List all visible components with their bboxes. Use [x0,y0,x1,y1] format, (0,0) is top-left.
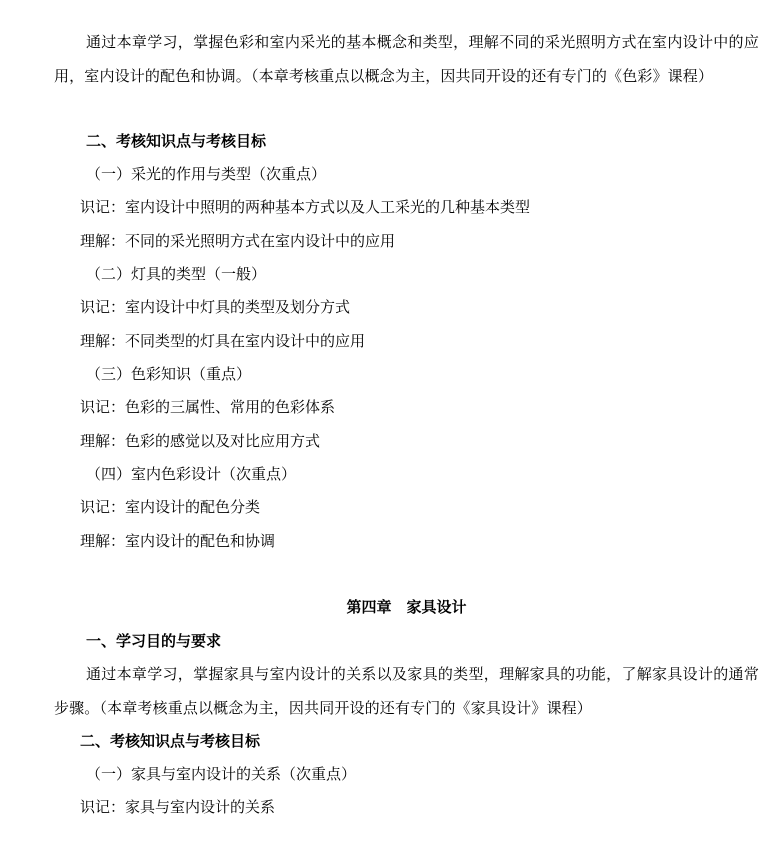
item-fixtures-title: （二）灯具的类型（一般） [86,265,267,283]
item-color-remember: 识记：色彩的三属性、常用的色彩体系 [80,398,336,416]
item-fixtures-understand: 理解：不同类型的灯具在室内设计中的应用 [80,332,366,350]
item-interior-color-title: （四）室内色彩设计（次重点） [86,465,297,483]
section-intro-paragraph: 通过本章学习，掌握色彩和室内采光的基本概念和类型，理解不同的采光照明方式在室内设计中的应用，室内设计的配色和协调。（本章考核重点以概念为主，因共同开设的还有专门的《色彩》课程） [54,33,759,85]
item-furniture-remember: 识记：家具与室内设计的关系 [80,798,276,816]
chapter-heading-goals: 一、学习目的与要求 [86,632,222,650]
item-lighting-remember: 识记：室内设计中照明的两种基本方式以及人工采光的几种基本类型 [80,198,531,216]
item-furniture-title: （一）家具与室内设计的关系（次重点） [86,765,357,783]
item-fixtures-remember: 识记：室内设计中灯具的类型及划分方式 [80,298,351,316]
item-lighting-understand: 理解：不同的采光照明方式在室内设计中的应用 [80,232,396,250]
chapter-heading-objectives: 二、考核知识点与考核目标 [80,732,261,750]
chapter-intro-paragraph: 通过本章学习，掌握家具与室内设计的关系以及家具的类型，理解家具的功能，了解家具设计的通常步骤。（本章考核重点以概念为主，因共同开设的还有专门的《家具设计》课程） [54,665,759,717]
item-color-understand: 理解：色彩的感觉以及对比应用方式 [80,432,321,450]
chapter-title: 第四章 家具设计 [346,598,467,616]
section-heading-objectives: 二、考核知识点与考核目标 [86,132,267,150]
item-interior-color-understand: 理解：室内设计的配色和协调 [80,532,276,550]
item-color-title: （三）色彩知识（重点） [86,365,252,383]
item-interior-color-remember: 识记：室内设计的配色分类 [80,498,261,516]
item-lighting-title: （一）采光的作用与类型（次重点） [86,165,327,183]
